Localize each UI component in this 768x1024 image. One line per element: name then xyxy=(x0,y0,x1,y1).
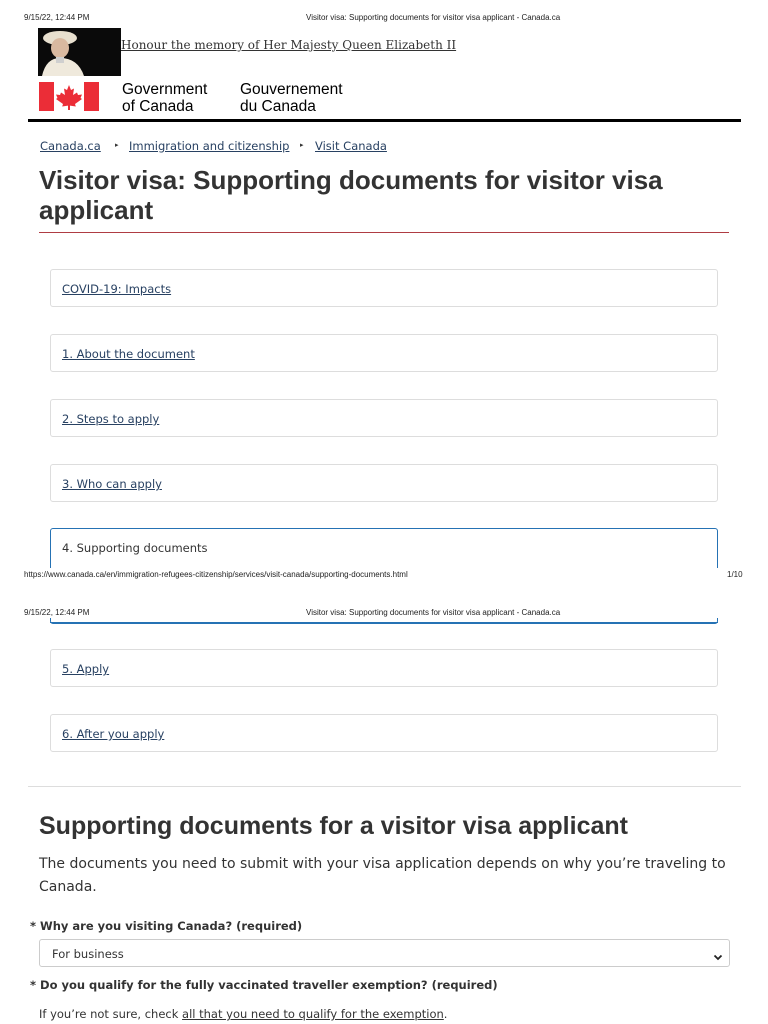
exemption-help-text xyxy=(39,1007,447,1021)
step-after-you-apply[interactable] xyxy=(50,714,718,752)
print-datetime: 9/15/22, 12:44 PM xyxy=(24,13,90,22)
step-label: 3. Who can apply xyxy=(62,477,162,491)
print-page-title: Visitor visa: Supporting documents for visitor visa applicant - Canada.ca xyxy=(306,13,561,22)
step-label: 4. Supporting documents xyxy=(62,541,208,555)
section-heading: Supporting documents for a visitor visa applicant xyxy=(39,812,628,840)
signature-fr-line1: Gouvernement xyxy=(240,81,343,98)
breadcrumb-item-immigration[interactable]: Immigration and citizenship xyxy=(129,139,290,153)
step-steps-to-apply[interactable] xyxy=(50,399,718,437)
visit-reason-label: * Why are you visiting Canada? (required) xyxy=(30,919,303,933)
queen-portrait-image[interactable] xyxy=(38,28,121,76)
page-title: Visitor visa: Supporting documents for visitor visa applicant xyxy=(39,165,663,225)
step-apply[interactable] xyxy=(50,649,718,687)
breadcrumb-arrow-icon: ▸ xyxy=(115,141,119,149)
header-rule xyxy=(28,119,741,122)
step-label: 2. Steps to apply xyxy=(62,412,160,426)
help-suffix: . xyxy=(443,1007,448,1021)
title-rule xyxy=(39,232,729,233)
step-label: 5. Apply xyxy=(62,662,110,676)
vaccination-exemption-label: * Do you qualify for the fully vaccinated traveller exemption? (required) xyxy=(30,978,498,992)
print-datetime: 9/15/22, 12:44 PM xyxy=(24,608,90,617)
signature-en-line1: Government xyxy=(122,81,208,98)
visit-reason-value: For business xyxy=(52,947,124,961)
breadcrumb-item-canada[interactable]: Canada.ca xyxy=(40,139,101,153)
breadcrumb-arrow-icon: ▸ xyxy=(300,141,304,149)
print-page-number: 1/10 xyxy=(727,570,743,579)
active-step-bottom-border xyxy=(50,622,718,623)
step-about-document[interactable] xyxy=(50,334,718,372)
step-label: COVID-19: Impacts xyxy=(62,282,172,296)
help-prefix: If you’re not sure, check xyxy=(39,1007,183,1021)
section-divider xyxy=(28,786,741,787)
signature-english[interactable] xyxy=(122,81,207,115)
print-footer-url: https://www.canada.ca/en/immigration-refugees-citizenship/services/visit-canada/supporting-documents.html xyxy=(24,570,408,579)
canada-flag-icon xyxy=(39,82,99,111)
signature-en-line2: of Canada xyxy=(122,98,194,115)
signature-french[interactable] xyxy=(240,81,343,115)
step-covid-impacts[interactable] xyxy=(50,269,718,307)
chevron-down-icon xyxy=(713,947,723,966)
step-who-can-apply[interactable] xyxy=(50,464,718,502)
step-label: 1. About the document xyxy=(62,347,195,361)
exemption-link[interactable]: all that you need to qualify for the exemption xyxy=(182,1007,444,1021)
section-intro: The documents you need to submit with your visa application depends on why you’re traveling to Canada. xyxy=(39,856,726,895)
memorial-link[interactable]: Honour the memory of Her Majesty Queen Elizabeth II xyxy=(121,38,457,52)
breadcrumb-item-visit-canada[interactable]: Visit Canada xyxy=(315,139,387,153)
signature-fr-line2: du Canada xyxy=(240,98,316,115)
print-page-title: Visitor visa: Supporting documents for visitor visa applicant - Canada.ca xyxy=(306,608,561,617)
visit-reason-select[interactable] xyxy=(39,939,730,967)
step-label: 6. After you apply xyxy=(62,727,165,741)
